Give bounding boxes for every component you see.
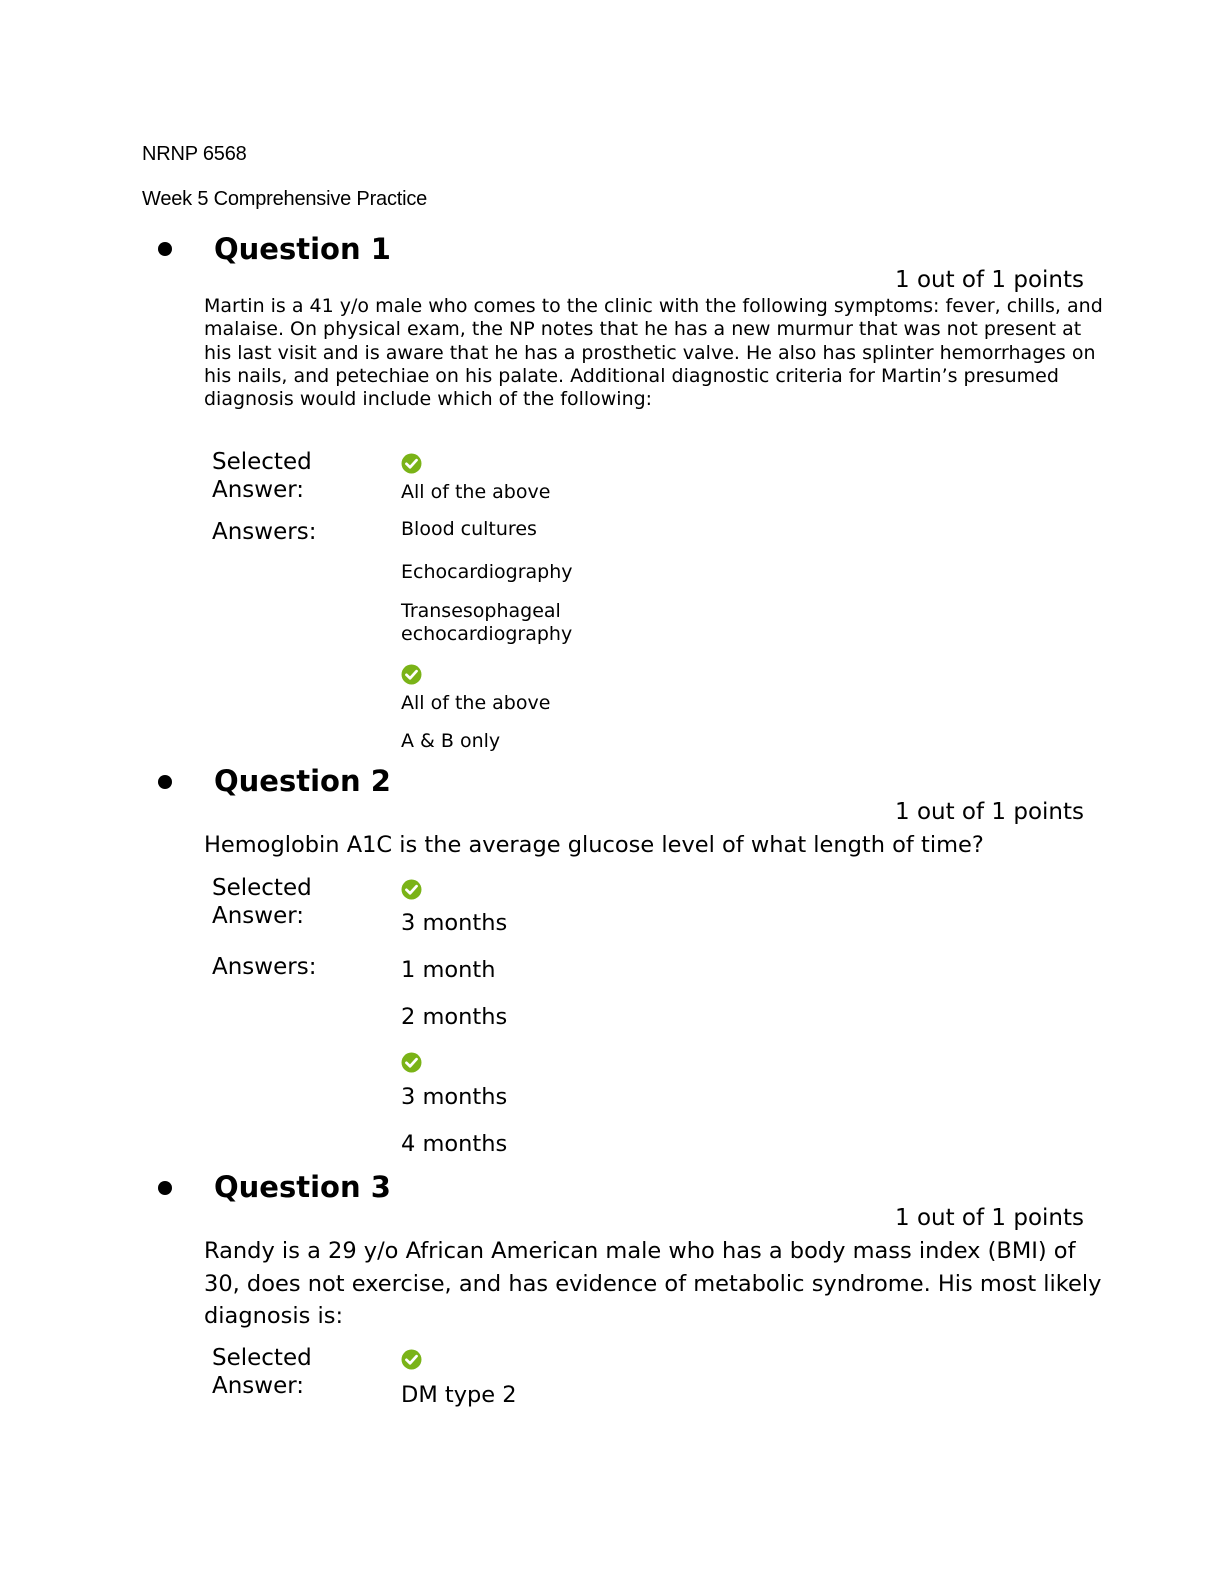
answers-label: Answers: xyxy=(212,519,317,545)
question-2-title: Question 2 xyxy=(214,764,391,798)
selected-answer-value: DM type 2 xyxy=(401,1382,517,1408)
question-1-title: Question 1 xyxy=(214,232,391,266)
correct-check-icon xyxy=(401,1052,422,1073)
answer-option: 4 months xyxy=(401,1131,508,1157)
correct-check-icon xyxy=(401,664,422,685)
selected-answer-label-line2: Answer: xyxy=(212,903,305,929)
answer-option: Transesophageal echocardiography xyxy=(401,600,573,645)
answer-option: 2 months xyxy=(401,1004,508,1030)
course-code: NRNP 6568 xyxy=(142,143,247,165)
selected-answer-label-line1: Selected xyxy=(212,449,312,475)
answer-option: Echocardiography xyxy=(401,561,573,583)
answer-option: 1 month xyxy=(401,957,496,983)
answer-option-correct: 3 months xyxy=(401,1084,508,1110)
selected-answer-value: 3 months xyxy=(401,910,508,936)
assignment-title: Week 5 Comprehensive Practice xyxy=(142,188,428,210)
selected-answer-value: All of the above xyxy=(401,481,551,503)
answers-label: Answers: xyxy=(212,954,317,980)
question-3-text: Randy is a 29 y/o African American male who has a body mass index (BMI) of 30, does not exercise, and has evidence of metabolic syndrome. His most likely diagnosis is: xyxy=(204,1238,1102,1329)
answer-option: Blood cultures xyxy=(401,518,537,540)
bullet-icon xyxy=(158,775,172,789)
answer-option: A & B only xyxy=(401,730,501,752)
question-3-points: 1 out of 1 points xyxy=(895,1205,1084,1231)
question-2-text: Hemoglobin A1C is the average glucose level of what length of time? xyxy=(204,832,984,858)
question-2-points: 1 out of 1 points xyxy=(895,799,1084,825)
correct-check-icon xyxy=(401,1349,422,1370)
answer-option-correct: All of the above xyxy=(401,692,551,714)
question-3-title: Question 3 xyxy=(214,1170,391,1204)
selected-answer-label-line2: Answer: xyxy=(212,1373,305,1399)
question-1-text: Martin is a 41 y/o male who comes to the clinic with the following symptoms: fever, chills, and malaise. On physical exam, the NP notes that he has a new murmur that was not present at his last visit and is aware that he has a prosthetic valve. He also has splinter hemorrhages on his nails, and petechiae on his palate. Additional diagnostic criteria for Martin’s presumed diagnosis would include which of the following: xyxy=(204,295,1103,411)
selected-answer-label-line1: Selected xyxy=(212,1345,312,1371)
bullet-icon xyxy=(158,1181,172,1195)
question-1-points: 1 out of 1 points xyxy=(895,267,1084,293)
bullet-icon xyxy=(158,242,172,256)
selected-answer-label-line2: Answer: xyxy=(212,477,305,503)
correct-check-icon xyxy=(401,453,422,474)
correct-check-icon xyxy=(401,879,422,900)
selected-answer-label-line1: Selected xyxy=(212,875,312,901)
